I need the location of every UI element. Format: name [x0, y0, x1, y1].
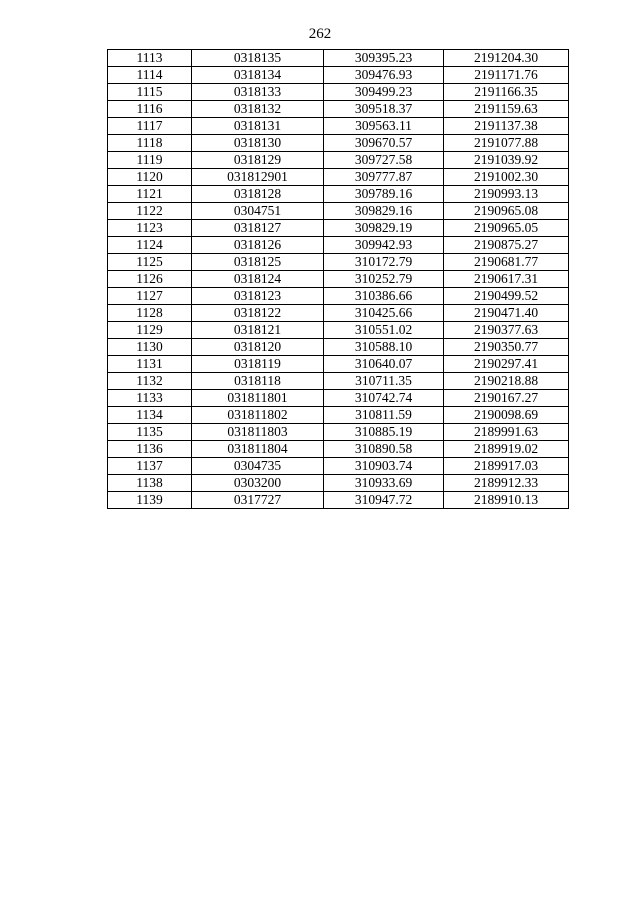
table-row [108, 84, 569, 101]
coordinates-table [107, 49, 569, 509]
point-code-cell: 0303200 [192, 475, 324, 492]
x-coordinate-cell: 310386.66 [324, 288, 444, 305]
x-coordinate-cell: 309395.23 [324, 50, 444, 67]
y-coordinate-cell: 2191204.30 [444, 50, 569, 67]
point-code-cell: 031812901 [192, 169, 324, 186]
y-coordinate-cell: 2190617.31 [444, 271, 569, 288]
y-coordinate-cell: 2190965.08 [444, 203, 569, 220]
x-coordinate-cell: 310551.02 [324, 322, 444, 339]
point-number-cell: 1129 [108, 322, 192, 339]
table-row [108, 407, 569, 424]
point-number-cell: 1131 [108, 356, 192, 373]
table-row [108, 475, 569, 492]
point-number-cell: 1113 [108, 50, 192, 67]
point-code-cell: 031811802 [192, 407, 324, 424]
point-code-cell: 0318123 [192, 288, 324, 305]
point-number-cell: 1132 [108, 373, 192, 390]
point-code-cell: 0318122 [192, 305, 324, 322]
x-coordinate-cell: 310425.66 [324, 305, 444, 322]
point-code-cell: 031811803 [192, 424, 324, 441]
table-row [108, 356, 569, 373]
x-coordinate-cell: 310588.10 [324, 339, 444, 356]
y-coordinate-cell: 2190471.40 [444, 305, 569, 322]
y-coordinate-cell: 2191171.76 [444, 67, 569, 84]
point-code-cell: 0318120 [192, 339, 324, 356]
x-coordinate-cell: 309777.87 [324, 169, 444, 186]
point-code-cell: 0318126 [192, 237, 324, 254]
table-row [108, 152, 569, 169]
point-number-cell: 1136 [108, 441, 192, 458]
x-coordinate-cell: 310711.35 [324, 373, 444, 390]
point-number-cell: 1117 [108, 118, 192, 135]
x-coordinate-cell: 309563.11 [324, 118, 444, 135]
point-number-cell: 1130 [108, 339, 192, 356]
table-row [108, 50, 569, 67]
y-coordinate-cell: 2191166.35 [444, 84, 569, 101]
x-coordinate-cell: 309829.16 [324, 203, 444, 220]
y-coordinate-cell: 2190297.41 [444, 356, 569, 373]
y-coordinate-cell: 2190681.77 [444, 254, 569, 271]
y-coordinate-cell: 2190098.69 [444, 407, 569, 424]
table-row [108, 390, 569, 407]
table-row [108, 67, 569, 84]
point-number-cell: 1139 [108, 492, 192, 509]
x-coordinate-cell: 310933.69 [324, 475, 444, 492]
x-coordinate-cell: 310811.59 [324, 407, 444, 424]
point-number-cell: 1135 [108, 424, 192, 441]
coordinates-table-body [108, 50, 569, 509]
point-code-cell: 0318124 [192, 271, 324, 288]
table-row [108, 135, 569, 152]
table-row [108, 254, 569, 271]
x-coordinate-cell: 310885.19 [324, 424, 444, 441]
x-coordinate-cell: 310252.79 [324, 271, 444, 288]
x-coordinate-cell: 310640.07 [324, 356, 444, 373]
table-row [108, 305, 569, 322]
table-row [108, 220, 569, 237]
point-number-cell: 1127 [108, 288, 192, 305]
y-coordinate-cell: 2191077.88 [444, 135, 569, 152]
point-number-cell: 1125 [108, 254, 192, 271]
table-row [108, 492, 569, 509]
x-coordinate-cell: 310742.74 [324, 390, 444, 407]
point-code-cell: 0304751 [192, 203, 324, 220]
point-number-cell: 1120 [108, 169, 192, 186]
x-coordinate-cell: 310947.72 [324, 492, 444, 509]
x-coordinate-cell: 309727.58 [324, 152, 444, 169]
point-code-cell: 0304735 [192, 458, 324, 475]
table-row [108, 186, 569, 203]
x-coordinate-cell: 309829.19 [324, 220, 444, 237]
point-code-cell: 0318135 [192, 50, 324, 67]
point-code-cell: 0318127 [192, 220, 324, 237]
point-code-cell: 0318129 [192, 152, 324, 169]
table-row [108, 322, 569, 339]
point-code-cell: 031811804 [192, 441, 324, 458]
point-code-cell: 0318133 [192, 84, 324, 101]
point-number-cell: 1122 [108, 203, 192, 220]
table-row [108, 101, 569, 118]
point-number-cell: 1137 [108, 458, 192, 475]
y-coordinate-cell: 2190993.13 [444, 186, 569, 203]
table-row [108, 424, 569, 441]
point-code-cell: 0318128 [192, 186, 324, 203]
point-code-cell: 0318130 [192, 135, 324, 152]
x-coordinate-cell: 310903.74 [324, 458, 444, 475]
x-coordinate-cell: 309942.93 [324, 237, 444, 254]
point-number-cell: 1138 [108, 475, 192, 492]
page-number: 262 [308, 26, 332, 42]
table-row [108, 288, 569, 305]
point-number-cell: 1134 [108, 407, 192, 424]
x-coordinate-cell: 310172.79 [324, 254, 444, 271]
point-code-cell: 0317727 [192, 492, 324, 509]
y-coordinate-cell: 2190350.77 [444, 339, 569, 356]
y-coordinate-cell: 2190218.88 [444, 373, 569, 390]
point-number-cell: 1118 [108, 135, 192, 152]
table-row [108, 458, 569, 475]
table-row [108, 373, 569, 390]
x-coordinate-cell: 310890.58 [324, 441, 444, 458]
point-number-cell: 1133 [108, 390, 192, 407]
y-coordinate-cell: 2189912.33 [444, 475, 569, 492]
table-row [108, 271, 569, 288]
y-coordinate-cell: 2191137.38 [444, 118, 569, 135]
y-coordinate-cell: 2190965.05 [444, 220, 569, 237]
point-number-cell: 1116 [108, 101, 192, 118]
y-coordinate-cell: 2189919.02 [444, 441, 569, 458]
x-coordinate-cell: 309789.16 [324, 186, 444, 203]
table-row [108, 237, 569, 254]
y-coordinate-cell: 2191159.63 [444, 101, 569, 118]
point-number-cell: 1114 [108, 67, 192, 84]
y-coordinate-cell: 2189991.63 [444, 424, 569, 441]
table-row [108, 169, 569, 186]
point-number-cell: 1128 [108, 305, 192, 322]
point-code-cell: 0318131 [192, 118, 324, 135]
point-number-cell: 1115 [108, 84, 192, 101]
y-coordinate-cell: 2190875.27 [444, 237, 569, 254]
y-coordinate-cell: 2190167.27 [444, 390, 569, 407]
table-row [108, 203, 569, 220]
y-coordinate-cell: 2190499.52 [444, 288, 569, 305]
point-number-cell: 1124 [108, 237, 192, 254]
y-coordinate-cell: 2191039.92 [444, 152, 569, 169]
x-coordinate-cell: 309476.93 [324, 67, 444, 84]
point-code-cell: 0318125 [192, 254, 324, 271]
point-number-cell: 1121 [108, 186, 192, 203]
point-number-cell: 1126 [108, 271, 192, 288]
point-code-cell: 0318119 [192, 356, 324, 373]
y-coordinate-cell: 2190377.63 [444, 322, 569, 339]
x-coordinate-cell: 309499.23 [324, 84, 444, 101]
point-code-cell: 031811801 [192, 390, 324, 407]
table-row [108, 118, 569, 135]
point-code-cell: 0318134 [192, 67, 324, 84]
point-code-cell: 0318118 [192, 373, 324, 390]
y-coordinate-cell: 2189910.13 [444, 492, 569, 509]
point-code-cell: 0318132 [192, 101, 324, 118]
table-row [108, 339, 569, 356]
point-number-cell: 1119 [108, 152, 192, 169]
table-row [108, 441, 569, 458]
point-code-cell: 0318121 [192, 322, 324, 339]
y-coordinate-cell: 2191002.30 [444, 169, 569, 186]
point-number-cell: 1123 [108, 220, 192, 237]
x-coordinate-cell: 309518.37 [324, 101, 444, 118]
y-coordinate-cell: 2189917.03 [444, 458, 569, 475]
x-coordinate-cell: 309670.57 [324, 135, 444, 152]
